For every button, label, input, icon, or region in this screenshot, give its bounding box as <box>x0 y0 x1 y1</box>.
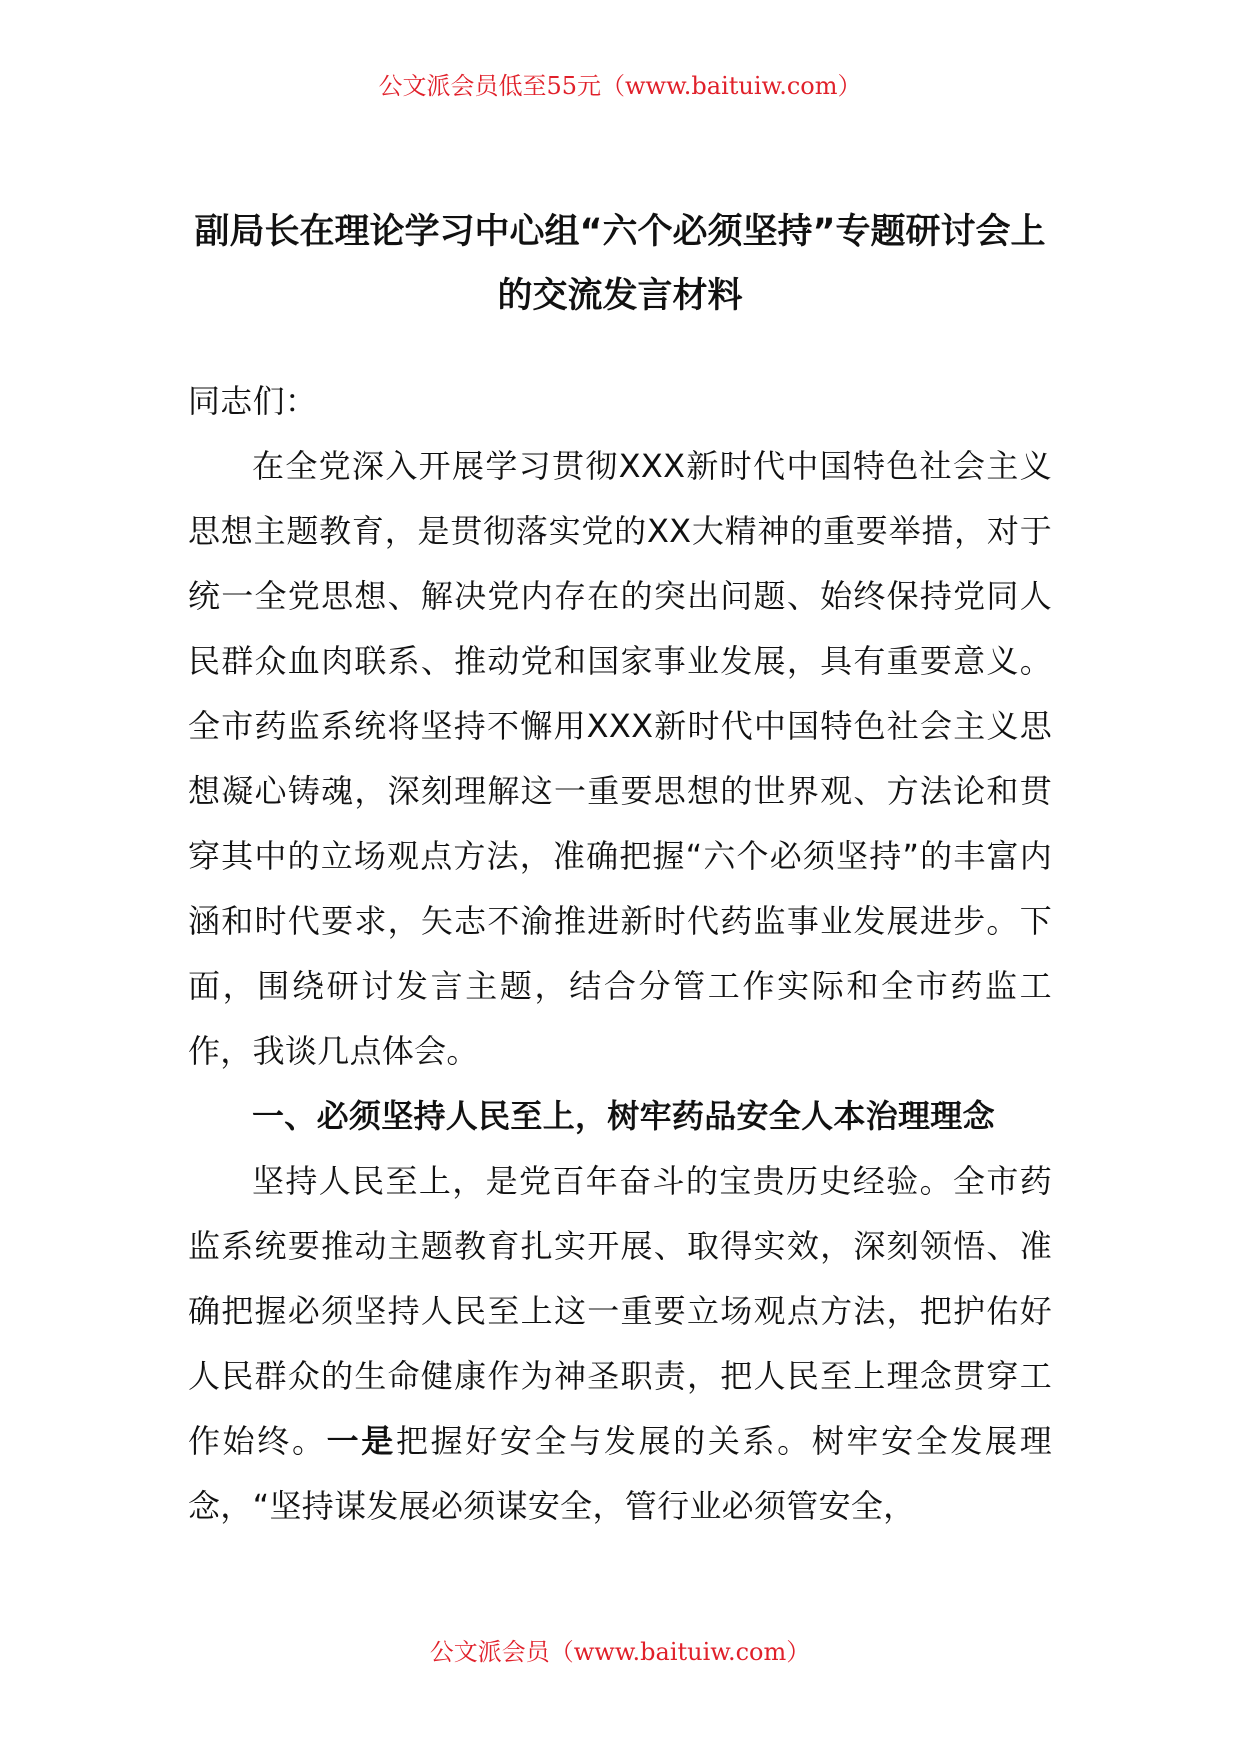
document-title <box>160 200 1080 328</box>
salutation: 同志们： <box>188 382 318 420</box>
paragraph-section-1-text: 坚持人民至上，是党百年奋斗的宝贵历史经验。全市药监系统要推动主题教育扎实开展、取得实效，深刻领悟、准确把握必须坚持人民至上这一重要立场观点方法，把护佑好人民群众的生命健康作为神圣职责，把人民至上理念贯穿工作始终。 <box>188 1162 1052 1460</box>
paragraph-section-1 <box>188 1149 1052 1539</box>
header-banner[interactable]: 公文派会员低至55元（www.baituiw.com） <box>378 72 862 100</box>
paragraph-intro: 在全党深入开展学习贯彻XXX新时代中国特色社会主义思想主题教育，是贯彻落实党的XX大精神的重要举措，对于统一全党思想、解决党内存在的突出问题、始终保持党同人民群众血肉联系、推动党和国家事业发展，具有重要意义。全市药监系统将坚持不懈用XXX新时代中国特色社会主义思想凝心铸魂，深刻理解这一重要思想的世界观、方法论和贯穿其中的立场观点方法，准确把握“六个必须坚持”的丰富内涵和时代要求，矢志不渝推进新时代药监事业发展进步。下面，围绕研讨发言主题，结合分管工作实际和全市药监工作，我谈几点体会。 <box>188 447 1052 1070</box>
title-line-1: 副局长在理论学习中心组“六个必须坚持”专题研讨会上 <box>194 212 1046 252</box>
paragraph-section-1-emphasis: 一是 <box>326 1422 396 1460</box>
paragraph-section-1-text-continued: 把握好安全与发展的关系。树牢安全发展理念，“坚持谋发展必须谋安全，管行业必须管安全， <box>188 1422 1053 1525</box>
document-body <box>188 369 1052 1539</box>
title-line-2: 的交流发言材料 <box>497 276 743 316</box>
footer-banner[interactable]: 公文派会员（www.baituiw.com） <box>429 1638 811 1666</box>
section-heading-1: 一、必须坚持人民至上，树牢药品安全人本治理理念 <box>252 1097 995 1135</box>
